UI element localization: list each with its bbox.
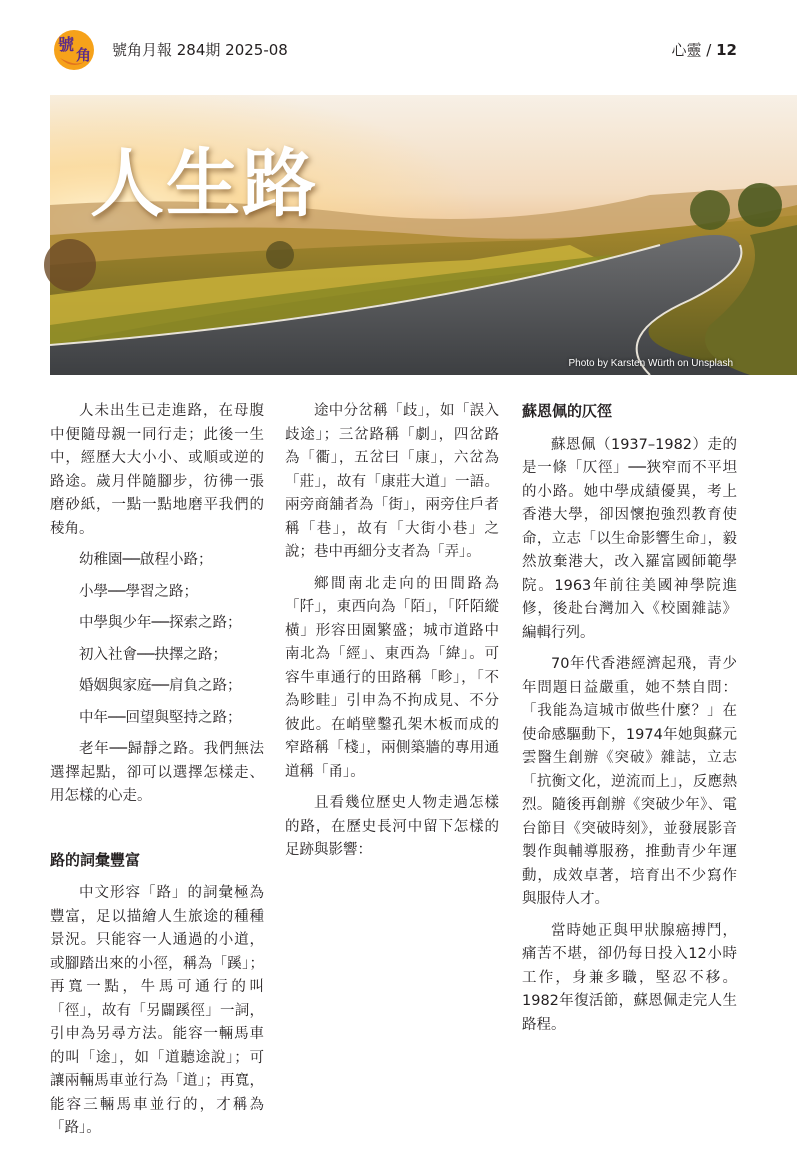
section2-paragraph-3: 當時她正與甲狀腺癌搏鬥，痛苦不堪，卻仍每日投入12小時工作，身兼多職，堅忍不移。1982年復活節，蘇恩佩走完人生路程。 xyxy=(522,922,737,1033)
section-separator: / xyxy=(706,41,717,59)
page-number: 12 xyxy=(716,41,737,59)
section-page xyxy=(672,39,738,60)
vocab-heading: 路的詞彙豐富 xyxy=(50,850,141,869)
vocab-paragraph-1: 中文形容「路」的詞彙極為豐富，足以描繪人生旅途的種種景況。只能容一人通過的小道，或腳踏出來的小徑，稱為「蹊」；再寬一點，牛馬可通行的叫「徑」，故有「另闢蹊徑」一詞，引申為另尋方法。能容一輛馬車的叫「途」，如「道聽途說」；可讓兩輛馬車並行為「道」；再寬，能容三輛馬車並行的，才稱為「路」。 xyxy=(50,885,264,1136)
vocab-paragraph-2: 途中分岔稱「歧」，如「誤入歧途」；三岔路稱「劇」，四岔路為「衢」，五岔曰「康」，六岔為「莊」，故有「康莊大道」一語。兩旁商舖者為「街」，兩旁住戶者稱「巷」，故有「大街小巷」之說；巷中再細分支者為「弄」。 xyxy=(285,403,499,560)
stage-item: 中學與少年──探索之路； xyxy=(79,615,242,631)
stage-item: 幼稚園──啟程小路； xyxy=(79,552,213,568)
stage-item: 婚姻與家庭──肩負之路； xyxy=(79,678,242,694)
intro-paragraph: 人未出生已走進路，在母腹中便隨母親一同行走；此後一生中，經歷大大小小、或順或逆的路途。歲月伴隨腳步，彷彿一張磨砂紙，一點一點地磨平我們的稜角。 xyxy=(50,403,264,537)
section2-paragraph-1: 蘇恩佩（1937–1982）走的是一條「仄徑」──狹窄而不平坦的小路。她中學成績優異，考上香港大學，卻因懷抱強烈教育使命，立志「以生命影響生命」，毅然放棄港大，改入羅富國師範學院。1963年前往美國神學院進修，後赴台灣加入《校園雜誌》編輯行列。 xyxy=(522,436,737,641)
section2-paragraph-2: 70年代香港經濟起飛，青少年問題日益嚴重，她不禁自問：「我能為這城市做些什麼？」在使命感驅動下，1974年她與蘇元雲醫生創辦《突破》雜誌，立志「抗衡文化，逆流而上」，反應熱烈。隨後再創辦《突破少年》、電台節目《突破時刻》，並發展影音製作與輔導服務，推動青少年運動，成效卓著，培育出不少寫作與服侍人才。 xyxy=(522,656,737,907)
column-3 xyxy=(522,400,737,1045)
issue-info: 號角月報 284期 2025-08 xyxy=(112,41,288,59)
stage-item: 中年──回望與堅持之路； xyxy=(79,709,242,726)
hero-image xyxy=(50,95,797,375)
column-1 xyxy=(50,400,264,1149)
vocab-paragraph-4: 且看幾位歷史人物走過怎樣的路，在歷史長河中留下怎樣的足跡與影響： xyxy=(285,795,499,858)
svg-text:號: 號 xyxy=(58,35,75,54)
column-2 xyxy=(285,400,499,871)
photo-credit: Photo by Karsten Würth on Unsplash xyxy=(568,358,733,369)
stage-item: 初入社會──抉擇之路； xyxy=(79,646,227,663)
logo xyxy=(50,28,98,72)
section2-heading: 蘇恩佩的仄徑 xyxy=(522,402,613,420)
logo-icon xyxy=(50,28,98,72)
hero-title: 人生路 xyxy=(90,141,318,227)
stage-item: 小學──學習之路； xyxy=(79,583,198,600)
vocab-paragraph-3: 鄉間南北走向的田間路為「阡」，東西向為「陌」，「阡陌縱橫」形容田園繁盛；城市道路中南北為「經」、東西為「緯」。可容牛車通行的田路稱「畛」，「不為畛畦」引申為不拘成見、不分彼此。在峭壁鑿孔架木板而成的窄路稱「棧」，兩側築牆的專用通道稱「甬」。 xyxy=(285,575,499,780)
section-name: 心靈 xyxy=(671,41,702,59)
svg-text:角: 角 xyxy=(76,46,92,64)
old-age-paragraph: 老年──歸靜之路。我們無法選擇起點，卻可以選擇怎樣走、用怎樣的心走。 xyxy=(50,741,264,804)
page-header xyxy=(0,0,797,80)
